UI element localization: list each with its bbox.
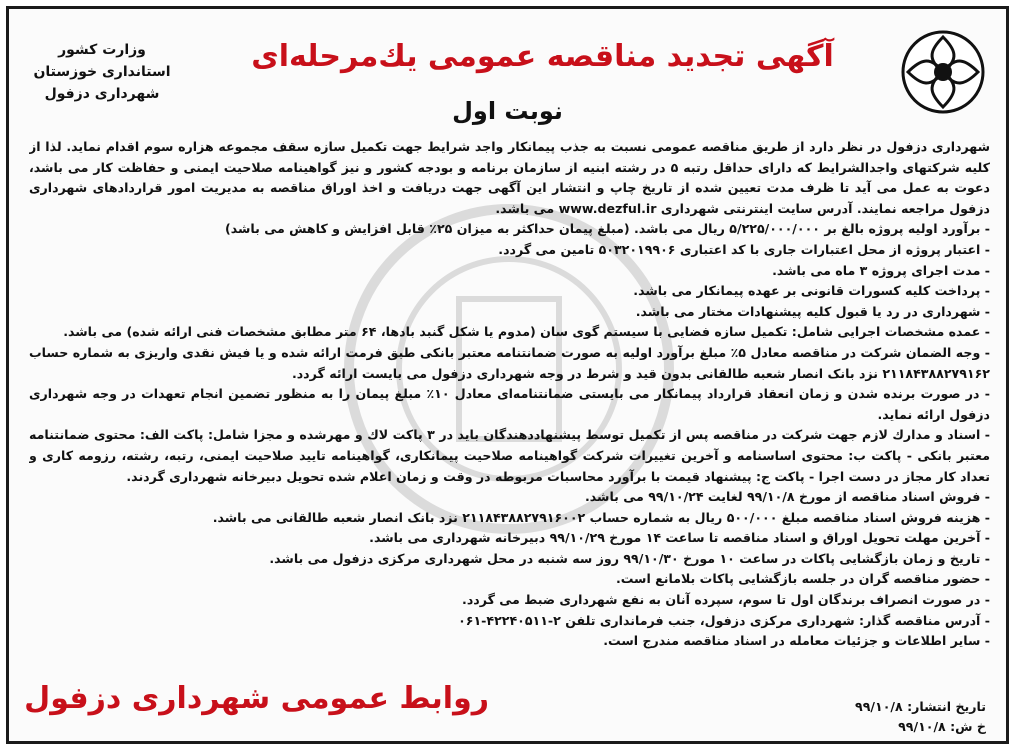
list-item: - تاریخ و زمان بازگشایی پاکات در ساعت ۱۰ مورخ ۹۹/۱۰/۳۰ روز سه شنبه در محل شهرداری مرکزی دزفول می باشد. [269,550,990,566]
list-item: - پرداخت کلیه کسورات قانونی بر عهده پیمانکار می باشد. [633,283,990,299]
intro-paragraph: شهرداری دزفول در نظر دارد از طریق مناقصه عمومی نسبت به جذب پیمانکار واجد شرایط جهت تکمیل سازه سقف مجموعه هزاره سوم اقدام نماید. لذا از کلیه شرکتهای واجدالشرایط که دارای حداقل رتبه ۵ در رشته ابنیه از سازمان برنامه و بودجه کشور و نیز گواهینامه صلاحیت ایمنی و حفاظت کار می باشد، دعوت به عمل می آید تا ظرف مدت تعیین شده از تاریخ چاپ و انتشار این آگهی جهت دریافت و اخذ اوراق مناقصه به مدیریت امور قراردادهای شهرداری دزفول مراجعه نمایند. آدرس سایت اینترنتی شهرداری www.dezful.ir می باشد. [29,139,990,216]
publish-date: تاریخ انتشار: ۹۹/۱۰/۸ [855,699,986,714]
list-item: - برآورد اولیه پروژه بالغ بر ۵/۲۲۵/۰۰۰/۰۰۰ ریال می باشد. (مبلغ پیمان حداکثر به میزان ۲۵٪ قابل افزایش و کاهش می باشد) [224,221,990,237]
municipality-emblem-icon [900,29,986,115]
list-item: - اسناد و مدارك لازم جهت شرکت در مناقصه پس از تکمیل توسط پیشنهاددهندگان باید در ۳ پاکت لاك و مهرشده و مجزا شامل: پاکت الف: محتوی ضمانتنامه معتبر بانکی - پاکت ب: محتوی اساسنامه و آخرین تغییرات شرکت گواهینامه صلاحیت پیمانکاری، گواهینامه تایید صلاحیت ایمنی، رتبه، رشته، رزومه کاری و تعداد کار مجاز در دست اجرا - پاکت ج: پیشنهاد قیمت با برآورد محاسبات مربوطه در وقت و زمان اعلام شده تحویل دبیرخانه شهرداری گردند. [29,427,990,484]
publisher-signature: روابط عمومی شهرداری دزفول [24,681,489,716]
list-item: - وجه الضمان شرکت در مناقصه معادل ۵٪ مبلغ برآورد اولیه به صورت ضمانتنامه معتبر بانکی طبق فرمت ارائه شده و یا فیش نقدی واریزی به شماره حساب ۲۱۱۸۴۳۸۸۲۷۹۱۶۲ نزد بانک انصار شعبه طالقانی بدون قید و شرط در وجه شهرداری دزفول می بایست ارائه گردد. [29,344,990,381]
ministry-line-3: شهرداری دزفول [44,86,160,102]
ministry-line-1: وزارت کشور [58,42,146,58]
list-item: - شهرداری در رد یا قبول کلیه پیشنهادات مختار می باشد. [635,303,990,319]
list-item: - حضور مناقصه گران در جلسه بازگشایی پاکات بلامانع است. [615,571,990,587]
page-subtitle: نوبت اول [452,97,563,125]
list-item: - سایر اطلاعات و جزئیات معامله در اسناد مناقصه مندرج است. [603,633,990,649]
page-title: آگهی تجدید مناقصه عمومی یك‌مرحله‌ای [251,39,834,74]
advertisement-page [6,6,1009,744]
announcement-body [29,137,990,693]
list-item: - فروش اسناد مناقصه از مورخ ۹۹/۱۰/۸ لغایت ۹۹/۱۰/۲۴ می باشد. [585,489,990,505]
list-item: - اعتبار پروژه از محل اعتبارات جاری با کد اعتباری ۵۰۳۲۰۱۹۹۰۶ تامین می گردد. [498,241,990,257]
kh-date: خ ش: ۹۹/۱۰/۸ [898,719,986,734]
list-item: - آخرین مهلت تحویل اوراق و اسناد مناقصه تا ساعت ۱۴ مورخ ۹۹/۱۰/۲۹ دبیرخانه شهرداری می باشد. [369,530,990,546]
list-item: - آدرس مناقصه گذار: شهرداری مرکزی دزفول، جنب فرمانداری تلفن ۲-۴۲۲۴۰۵۱۱-۰۶۱ [458,612,990,628]
list-item: - در صورت انصراف برندگان اول تا سوم، سپرده آنان به نفع شهرداری ضبط می گردد. [462,592,990,608]
publish-dates [855,697,986,737]
ministry-line-2: استانداری خوزستان [33,64,171,80]
list-item: - عمده مشخصات اجرایی شامل: تکمیل سازه فضایی با سیستم گوی سان (مدوم یا شکل گنبد بادها، ۶۴ متر مطابق مشخصات فنی ارائه شده) می باشد. [63,324,990,340]
list-item: - در صورت برنده شدن و زمان انعقاد قرارداد پیمانکار می بایستی ضمانتنامه‌ای معادل ۱۰٪ مبلغ پیمان را به منظور تضمین انجام تعهدات در وجه شهرداری دزفول ارائه نماید. [29,386,990,422]
list-item: - هزینه فروش اسناد مناقصه مبلغ ۵۰۰/۰۰۰ ریال به شماره حساب ۲۱۱۸۴۳۸۸۲۷۹۱۶۰۰۲ نزد بانک انصار شعبه طالقانی می باشد. [212,509,990,525]
ministry-block [27,39,177,105]
list-item: - مدت اجرای پروژه ۳ ماه می باشد. [772,262,990,278]
